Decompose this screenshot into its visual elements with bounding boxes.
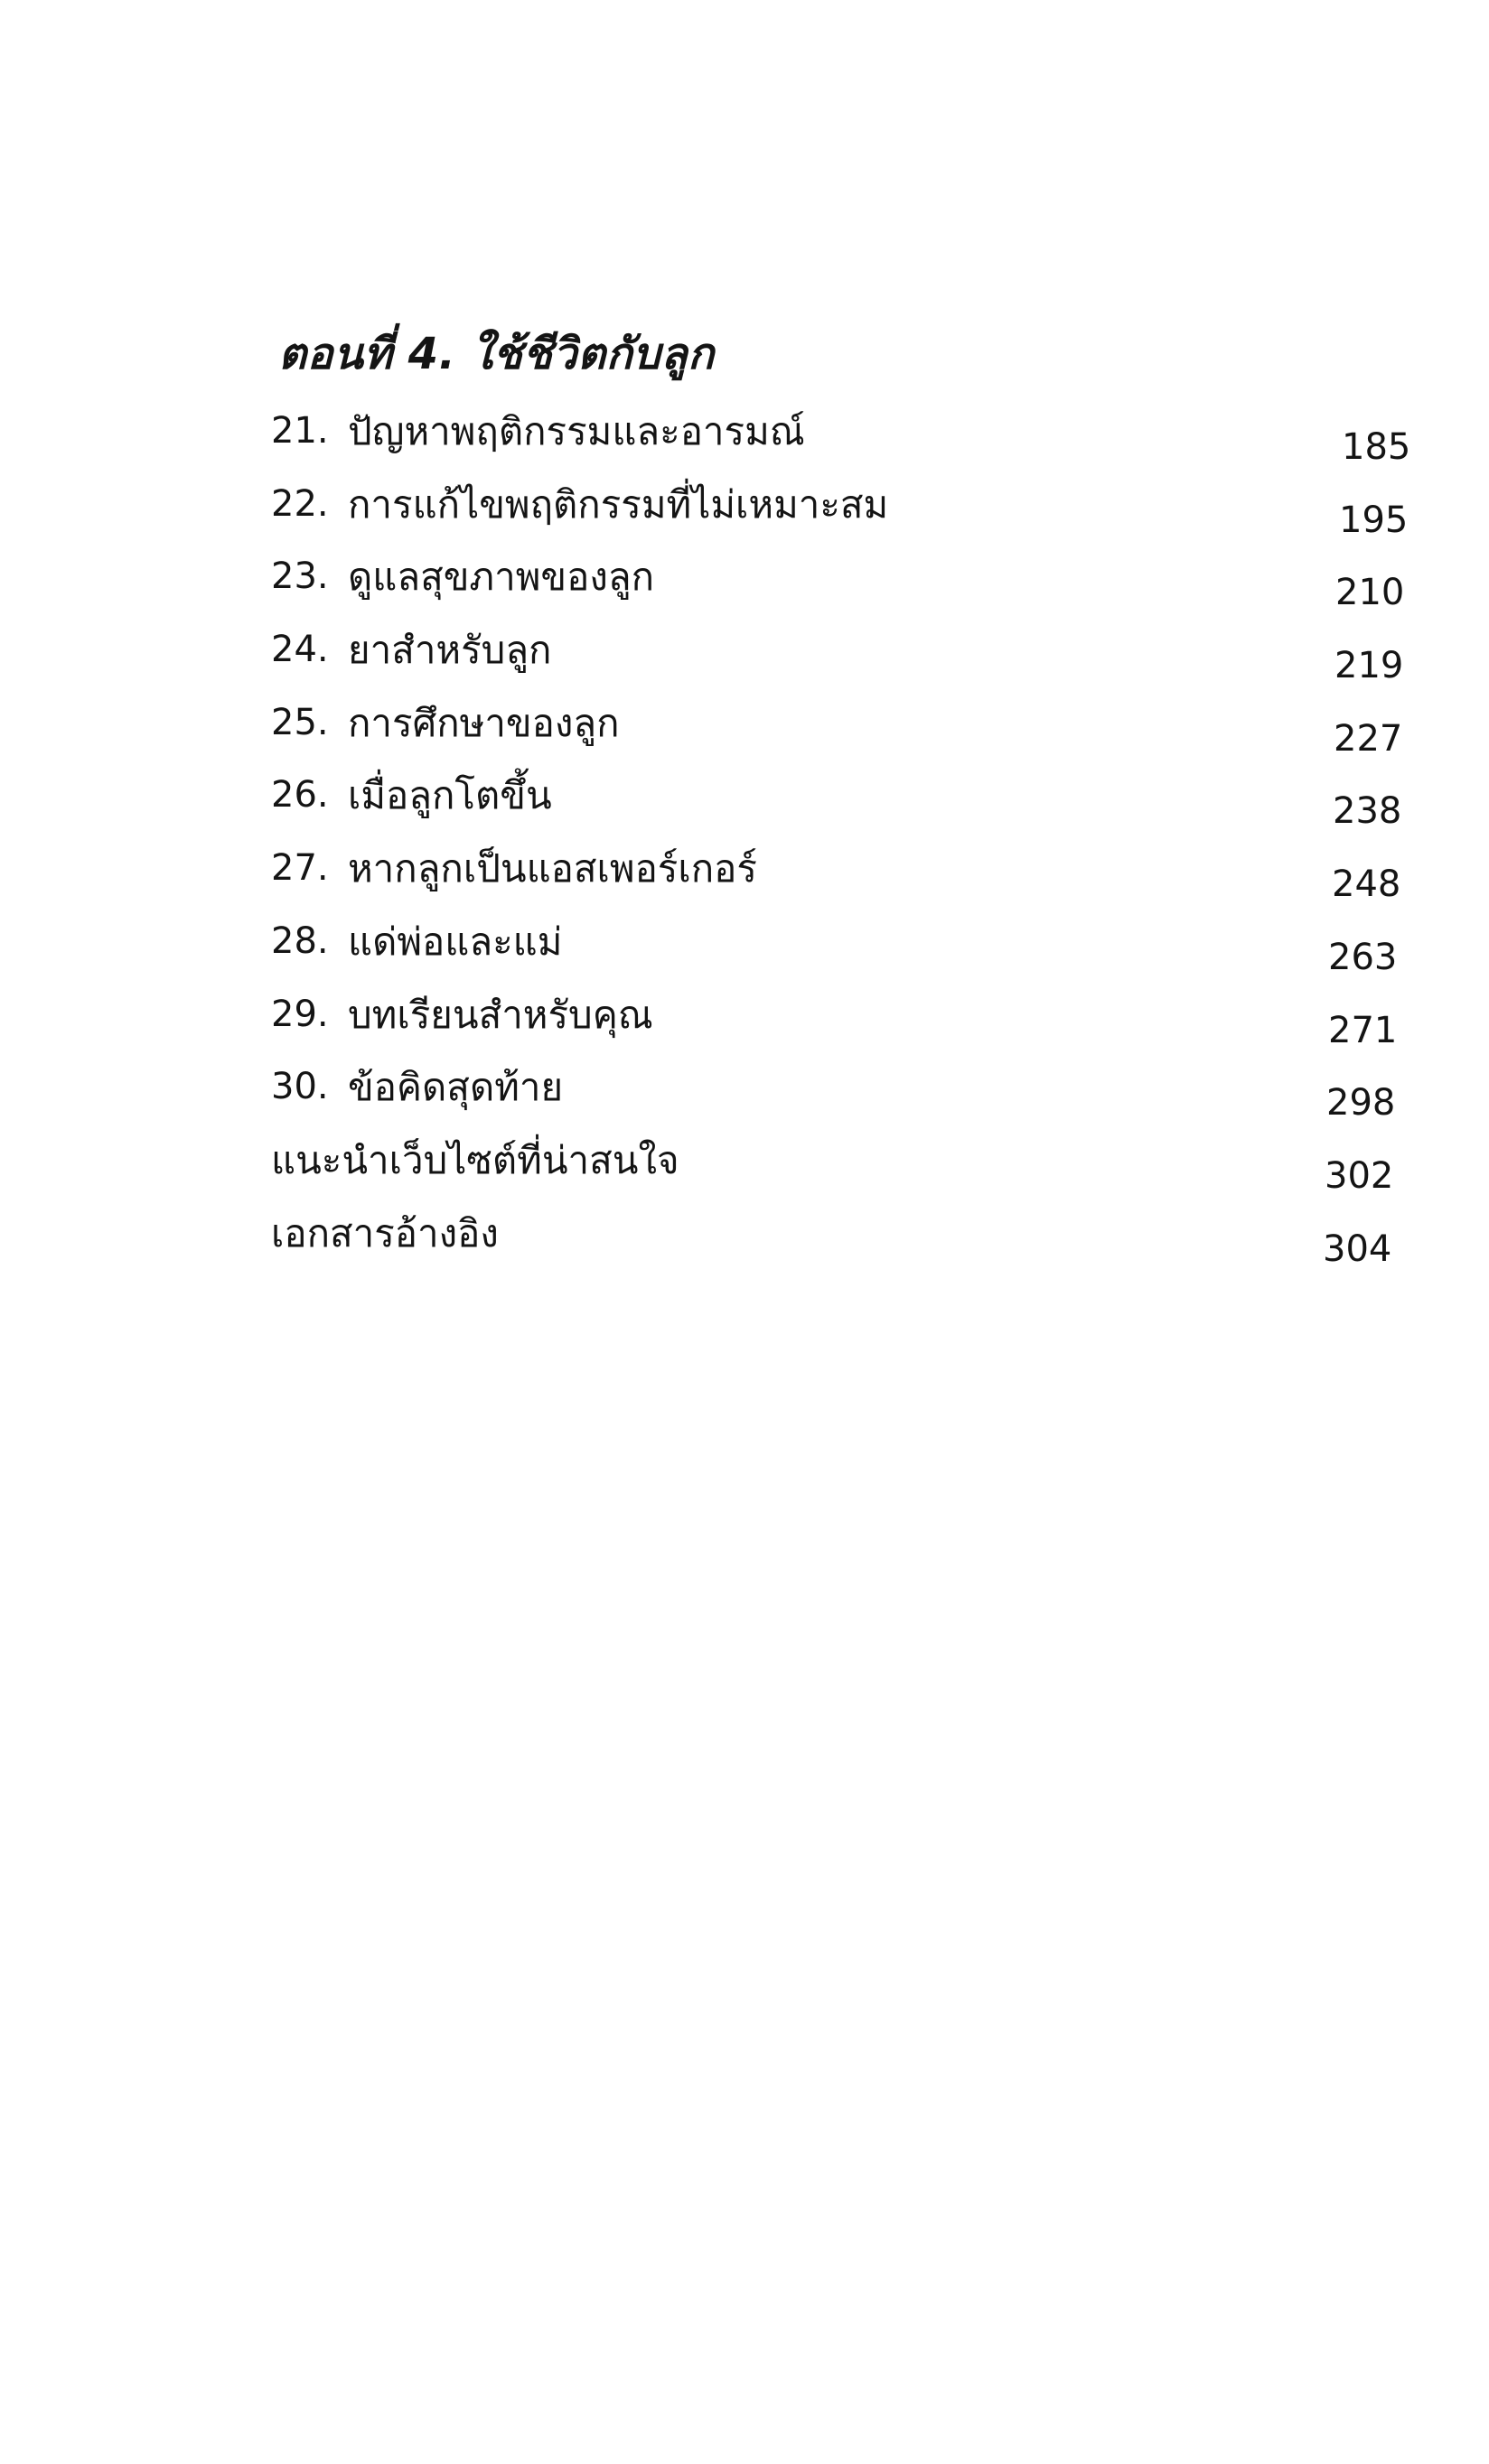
toc-entry-24 [271, 630, 1409, 703]
toc-entry-number: 28. [271, 919, 329, 962]
toc-entry-page: 185 [1342, 426, 1411, 468]
toc-entry-30 [271, 1067, 1409, 1140]
toc-entry-number: 24. [271, 629, 329, 671]
toc-entry-page: 271 [1328, 1009, 1398, 1051]
toc-entry-number: 27. [271, 847, 329, 890]
toc-entry-number: 22. [271, 482, 329, 525]
toc-entry-number: 25. [271, 701, 329, 743]
toc-entry-page: 298 [1326, 1082, 1396, 1125]
toc-entry-page: 227 [1334, 717, 1403, 760]
toc-entry-title: การศึกษาของลูก [348, 700, 620, 745]
toc-entry-title: หากลูกเป็นแอสเพอร์เกอร์ [348, 846, 757, 891]
toc-entry-title: ปัญหาพฤติกรรมและอารมณ์ [348, 409, 805, 453]
toc-entry-page: 210 [1335, 572, 1405, 614]
toc-entry-title: ข้อคิดสุดท้าย [348, 1065, 564, 1110]
toc-entry-title: ดูแลสุขภาพของลูก [348, 555, 654, 600]
table-of-contents [271, 411, 1409, 1285]
toc-entry-23 [271, 556, 1409, 630]
toc-entry-title: แด่พ่อและแม่ [348, 919, 563, 964]
toc-entry-21 [271, 411, 1409, 484]
toc-entry-page: 219 [1334, 645, 1404, 687]
toc-entry-22 [271, 481, 1409, 557]
toc-entry-recommended-websites [271, 1137, 1409, 1213]
toc-entry-number: 21. [271, 410, 329, 452]
toc-entry-28 [271, 921, 1409, 994]
toc-entry-references [271, 1210, 1409, 1286]
toc-entry-number: 30. [271, 1066, 329, 1108]
toc-entry-29 [271, 994, 1409, 1068]
toc-entry-page: 302 [1325, 1154, 1394, 1197]
toc-entry-27 [271, 848, 1409, 921]
toc-entry-page: 238 [1333, 790, 1402, 833]
toc-entry-title: เมื่อลูกโตขึ้น [348, 773, 552, 818]
toc-entry-title: ยาสำหรับลูก [348, 628, 552, 673]
toc-entry-title: เอกสารอ้างอิง [271, 1210, 499, 1255]
section-title: ตอนที่ 4. ใช้ชีวิตกับลูก [278, 329, 715, 379]
toc-entry-number: 26. [271, 774, 329, 817]
toc-entry-page: 248 [1332, 863, 1401, 906]
toc-entry-title: แนะนำเว็บไซต์ที่น่าสนใจ [271, 1137, 679, 1182]
toc-entry-title: บทเรียนสำหรับคุณ [348, 992, 653, 1037]
toc-entry-26 [271, 775, 1409, 848]
toc-entry-25 [271, 700, 1409, 776]
toc-entry-number: 29. [271, 993, 329, 1035]
toc-entry-title: การแก้ไขพฤติกรรมที่ไม่เหมาะสม [348, 481, 889, 527]
toc-entry-page: 195 [1339, 499, 1409, 541]
toc-entry-number: 23. [271, 555, 329, 598]
toc-entry-page: 304 [1323, 1227, 1392, 1270]
toc-entry-page: 263 [1328, 936, 1398, 978]
